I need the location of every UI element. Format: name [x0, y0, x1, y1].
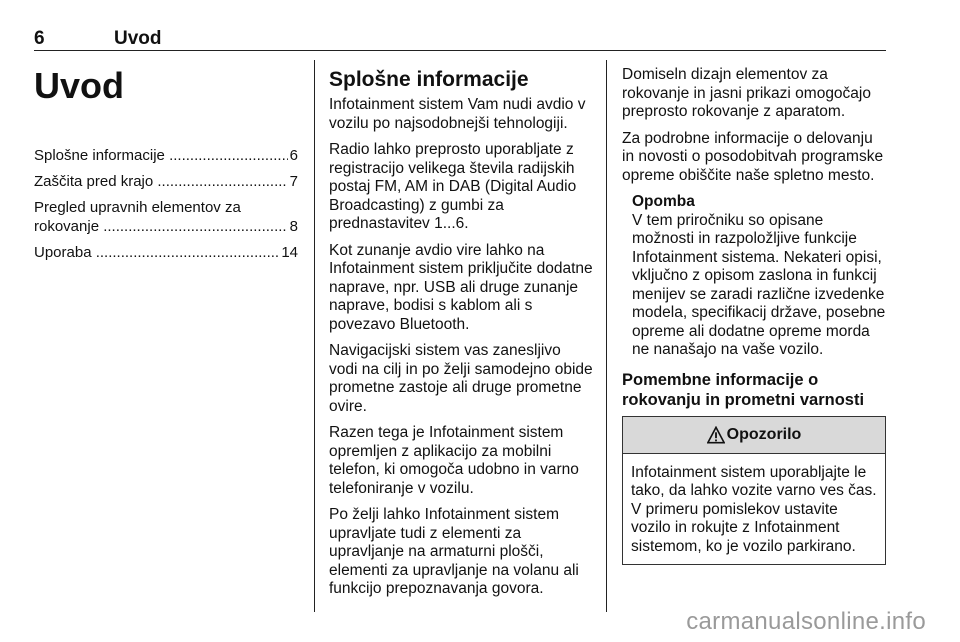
paragraph: Za podrobne informacije o delovanju in novosti o posodobitvah programske opreme obiščite naše spletno mesto. — [622, 129, 884, 184]
toc-item[interactable] — [34, 198, 298, 236]
paragraph: Po želji lahko Infotainment sistem upravljate tudi z elementi za upravljanje na armaturni plošči, elementi za upravljanje na volanu ali funkcijo prepoznavanja govora. — [329, 506, 579, 597]
toc-label: rokovanje ..... — [34, 217, 288, 236]
paragraph: Domiseln dizajn elementov za rokovanje in jasni prikazi omogočajo preprosto rokovanje z aparatom. — [622, 66, 871, 120]
section-title: Splošne informacije — [329, 68, 529, 91]
watermark: carmanualsonline.info — [686, 608, 926, 635]
toc-label: Zaščita pred krajo ..... — [34, 172, 288, 191]
section-title: Pomembne informacije o rokovanju in prometni varnosti — [622, 370, 865, 409]
warning-header — [623, 417, 885, 454]
warning-box — [622, 416, 886, 566]
content-column-3 — [622, 66, 886, 565]
content-column-2 — [329, 60, 593, 607]
toc-column — [34, 60, 298, 269]
note-block — [632, 193, 886, 360]
warning-text: Infotainment sistem uporabljajte le tako, da lahko vozite varno ves čas. V primeru pomislekov ustavite vozilo in rokujte z Infotainment sistemom, ko je vozilo parkirano. — [631, 463, 877, 555]
page-header — [34, 28, 886, 51]
column-divider — [606, 60, 607, 612]
warning-body — [623, 454, 885, 565]
toc-item[interactable] — [34, 172, 298, 191]
page-number: 6 — [34, 28, 45, 49]
toc-label: Uporaba ..... — [34, 243, 279, 262]
paragraph: Radio lahko preprosto uporabljate z registracijo velikega števila radijskih postaj FM, AM in DAB (Digital Audio Broadcasting) z gumbi za prednastavitev 1...6. — [329, 141, 577, 232]
table-of-contents — [34, 146, 298, 262]
note-text: V tem priročniku so opisane možnosti in razpoložljive funkcije Infotainment sistema. Nekateri opisi, vključno z opisom zaslona in funkcij menijev se zaradi različne izvedenke modela, specifikacij države, posebne opreme ali dodatne opreme morda ne nanašajo na vaše vozilo. — [632, 211, 886, 358]
note-title: Opomba — [632, 193, 695, 210]
paragraph: Kot zunanje avdio vire lahko na Infotainment sistem priključite dodatne naprave, npr. USB ali druge zunanje naprave, bodisi s kablom ali s povezavo Bluetooth. — [329, 241, 593, 333]
toc-item[interactable] — [34, 146, 298, 165]
warning-title: Opozorilo — [726, 425, 802, 443]
toc-label-line1: Pregled upravnih elementov za — [34, 199, 241, 216]
column-divider — [314, 60, 315, 612]
paragraph: Razen tega je Infotainment sistem opremljen z aplikacijo za mobilni telefon, ki omogoča udobno in varno telefoniranje v vozilu. — [329, 424, 579, 497]
running-title: Uvod — [114, 28, 162, 49]
warning-triangle-icon — [707, 426, 725, 444]
toc-label: Splošne informacije ..... — [34, 146, 288, 165]
paragraph: Infotainment sistem Vam nudi avdio v vozilu po najsodobnejši tehnologiji. — [329, 96, 586, 132]
chapter-title: Uvod — [34, 65, 124, 106]
paragraph: Navigacijski sistem vas zanesljivo vodi na cilj in po želji samodejno obide prometne zastoje ali druge prometne ovire. — [329, 342, 593, 415]
toc-page: 14 — [281, 244, 298, 261]
toc-page: 8 — [289, 218, 298, 235]
toc-page: 7 — [289, 173, 298, 190]
toc-item[interactable] — [34, 243, 298, 262]
toc-page: 6 — [289, 147, 298, 164]
